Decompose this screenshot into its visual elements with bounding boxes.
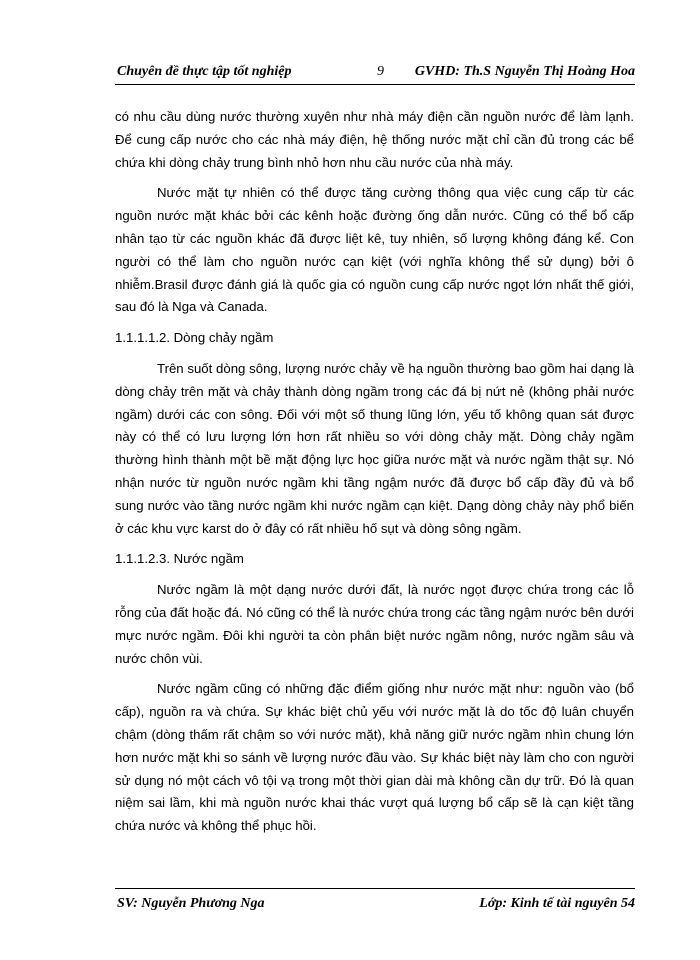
section-heading: 1.1.1.1.2. Dòng chảy ngầm	[115, 330, 274, 346]
paragraph: Nước ngầm là một dạng nước dưới đất, là nước ngọt được chứa trong các lỗ rỗng của đất hoặc đá. Nó cũng có thể là nước chứa trong các tầng ngậm nước bên dưới mực nước ngầm. Đôi khi người ta còn phân biệt nước ngầm nông, nước ngầm sâu và nước chôn vùi.	[115, 582, 634, 666]
page-header	[115, 62, 635, 85]
section-heading: 1.1.1.2.3. Nước ngầm	[115, 551, 244, 567]
page-body	[115, 106, 634, 846]
page-number: 9	[377, 64, 384, 79]
paragraph: có nhu cầu dùng nước thường xuyên như nhà máy điện cần nguồn nước để làm lạnh. Để cung cấp nước cho các nhà máy điện, hệ thống nước mặt chỉ cần đủ trong các bể chứa khi dòng chảy trung bình nhỏ hơn nhu cầu nước của nhà máy.	[115, 109, 634, 170]
paragraph: Trên suốt dòng sông, lượng nước chảy về hạ nguồn thường bao gồm hai dạng là dòng chảy trên mặt và chảy thành dòng ngầm trong các đá bị nứt nẻ (không phải nước ngầm) dưới các con sông. Đối với một số thung lũng lớn, yếu tố không quan sát được này có thể có lưu lượng lớn hơn rất nhiều so với dòng chảy mặt. Dòng chảy ngầm thường hình thành một bề mặt động lực học giữa nước mặt và nước ngầm thật sự. Nó nhận nước từ nguồn nước ngầm khi tầng ngậm nước đã được bổ cấp đầy đủ và bổ sung nước vào tầng nước ngầm khi nước ngầm cạn kiệt. Dạng dòng chảy này phổ biến ở các khu vực karst do ở đây có rất nhiều hố sụt và dòng sông ngầm.	[115, 360, 634, 536]
page-footer	[115, 888, 635, 911]
paragraph: Nước ngầm cũng có những đặc điểm giống như nước mặt như: nguồn vào (bổ cấp), nguồn ra và chứa. Sự khác biệt chủ yếu với nước mặt là do tốc độ luân chuyển chậm (dòng thấm rất chậm so với nước mặt), khả năng giữ nước ngầm nhìn chung lớn hơn nước mặt khi so sánh về lượng nước đầu vào. Sự khác biệt này làm cho con người sử dụng nó một cách vô tội vạ trong một thời gian dài mà không cần dự trữ. Đó là quan niệm sai lầm, khi mà nguồn nước khai thác vượt quá lượng bổ cấp sẽ là cạn kiệt tầng chứa nước và không thể phục hồi.	[115, 681, 634, 834]
header-advisor: GVHD: Th.S Nguyễn Thị Hoàng Hoa	[414, 64, 635, 79]
header-title: Chuyên đề thực tập tốt nghiệp	[117, 64, 292, 79]
footer-student: SV: Nguyễn Phương Nga	[117, 896, 265, 911]
footer-class: Lớp: Kinh tế tài nguyên 54	[479, 896, 635, 911]
paragraph: Nước mặt tự nhiên có thể được tăng cường thông qua việc cung cấp từ các nguồn nước mặt khác bởi các kênh hoặc đường ống dẫn nước. Cũng có thể bổ cấp nhân tạo từ các nguồn khác đã được liệt kê, tuy nhiên, số lượng không đáng kể. Con người có thể làm cho nguồn nước cạn kiệt (với nghĩa không thể sử dụng) bởi ô nhiễm.Brasil được đánh giá là quốc gia có nguồn cung cấp nước ngọt lớn nhất thế giới, sau đó là Nga và Canada.	[115, 185, 634, 315]
